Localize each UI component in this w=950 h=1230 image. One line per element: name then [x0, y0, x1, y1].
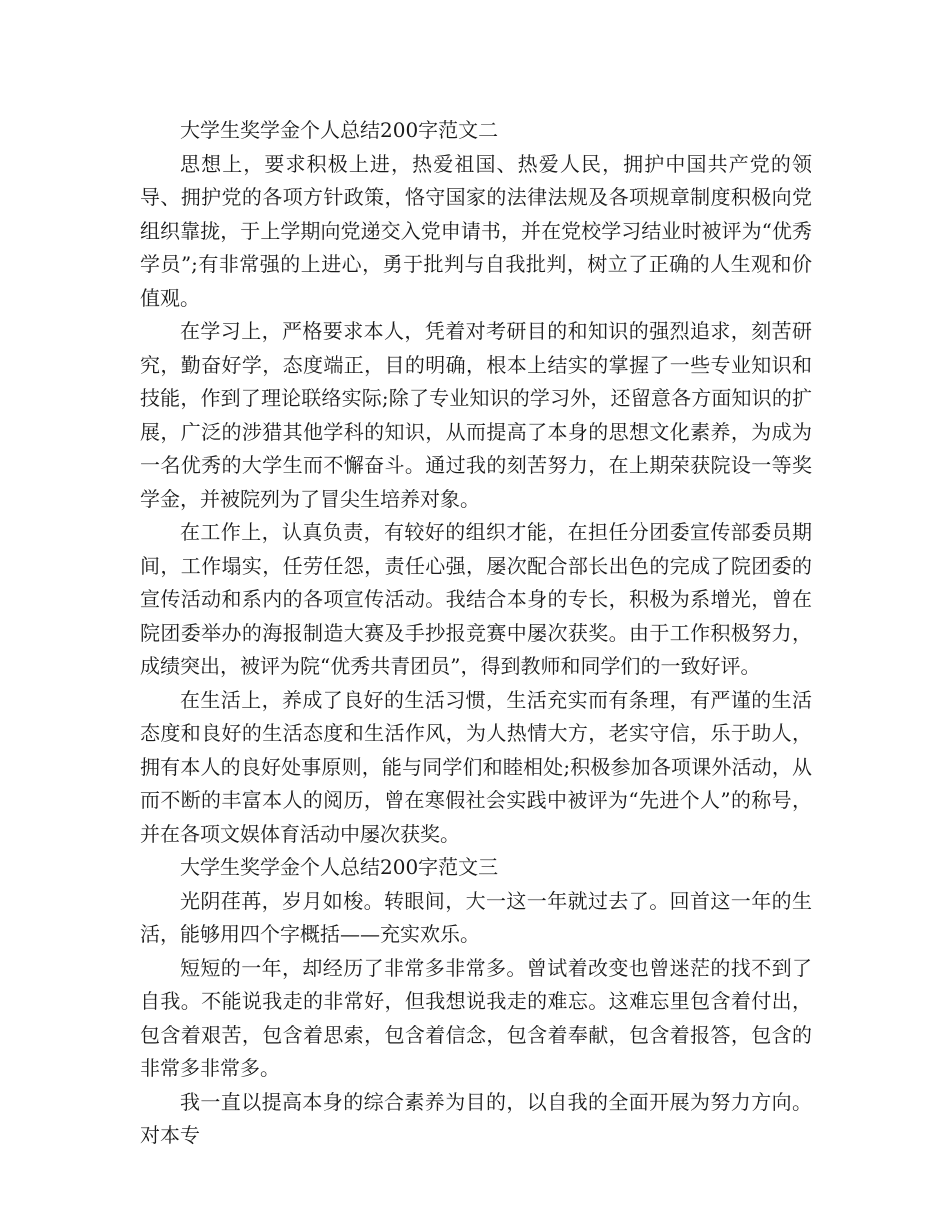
paragraph-time-flies: 光阴荏苒，岁月如梭。转眼间，大一这一年就过去了。回首这一年的生活，能够用四个字概括——充实欢乐。	[140, 888, 812, 946]
paragraph-study: 在学习上，严格要求本人，凭着对考研目的和知识的强烈追求，刻苦研究，勤奋好学，态度端正，目的明确，根本上结实的掌握了一些专业知识和技能，作到了理论联络实际;除了专业知识的学习外，还留意各方面知识的扩展，广泛的涉猎其他学科的知识，从而提高了本身的思想文化素养，为成为一名优秀的大学生而不懈奋斗。通过我的刻苦努力，在上期荣获院设一等奖学金，并被院列为了冒尖生培养对象。	[140, 319, 812, 511]
paragraph-work: 在工作上，认真负责，有较好的组织才能，在担任分团委宣传部委员期间，工作塌实，任劳任怨，责任心强，屡次配合部长出色的完成了院团委的宣传活动和系内的各项宣传活动。我结合本身的专长，积极为系增光，曾在院团委举办的海报制造大赛及手抄报竞赛中屡次获奖。由于工作积极努力，成绩突出，被评为院“优秀共青团员”，得到教师和同学们的一致好评。	[140, 520, 812, 678]
section-heading-3: 大学生奖学金个人总结200字范文三	[180, 855, 499, 879]
paragraph-life: 在生活上，养成了良好的生活习惯，生活充实而有条理，有严谨的生活态度和良好的生活态度和生活作风，为人热情大方，老实守信，乐于助人，拥有本人的良好处事原则，能与同学们和睦相处;积极参加各项课外活动，从而不断的丰富本人的阅历，曾在寒假社会实践中被评为“先进个人”的称号，并在各项文娱体育活动中屡次获奖。	[140, 687, 812, 846]
document-body	[140, 114, 812, 1153]
paragraph-short-year: 短短的一年，却经历了非常多非常多。曾试着改变也曾迷茫的找不到了自我。不能说我走的非常好，但我想说我走的难忘。这难忘里包含着付出，包含着艰苦，包含着思索，包含着信念，包含着奉献，包含着报答，包含的非常多非常多。	[140, 955, 812, 1080]
paragraph-goal: 我一直以提高本身的综合素养为目的，以自我的全面开展为努力方向。对本专	[140, 1089, 812, 1147]
paragraph-ideology: 思想上，要求积极上进，热爱祖国、热爱人民，拥护中国共产党的领导、拥护党的各项方针政策，恪守国家的法律法规及各项规章制度积极向党组织靠拢，于上学期向党递交入党申请书，并在党校学习结业时被评为“优秀学员”;有非常强的上进心，勇于批判与自我批判，树立了正确的人生观和价值观。	[140, 151, 812, 310]
section-heading-2: 大学生奖学金个人总结200字范文二	[180, 118, 499, 142]
